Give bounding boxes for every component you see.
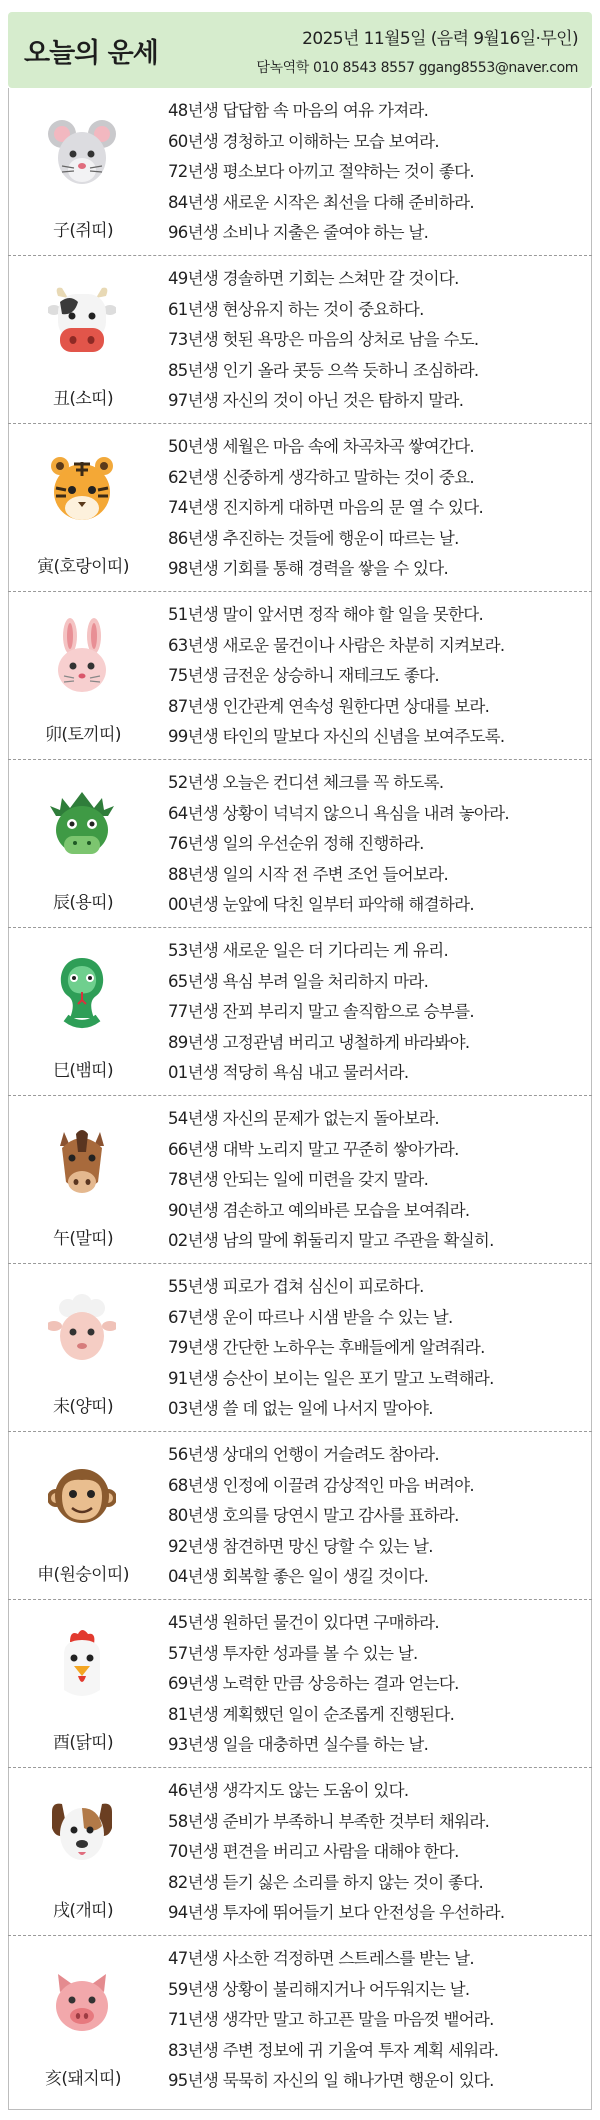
pig-icon (48, 1962, 116, 2042)
fortune-line: 62년생 신중하게 생각하고 말하는 것이 중요. (168, 467, 474, 487)
fortune-line: 85년생 인기 올라 콧등 으쓱 듯하니 조심하라. (168, 360, 479, 380)
snake-icon (48, 954, 116, 1034)
zodiac-label: 亥(돼지띠) (45, 2069, 121, 2089)
animal-column (8, 760, 158, 928)
zodiac-label: 丑(소띠) (52, 389, 114, 409)
fortune-line: 03년생 쓸 데 없는 일에 나서지 말아야. (168, 1399, 433, 1418)
zodiac-label: 子(쥐띠) (52, 221, 114, 241)
zodiac-section-rooster (8, 1600, 592, 1768)
dragon-icon (48, 786, 116, 866)
fortune-line: 88년생 일의 시작 전 주변 조언 들어보라. (168, 864, 448, 884)
animal-column (8, 928, 158, 1096)
fortune-line: 65년생 욕심 부려 일을 처리하지 마라. (168, 971, 429, 991)
fortune-line: 98년생 기회를 통해 경력을 쌓을 수 있다. (168, 559, 448, 578)
fortune-line: 68년생 인정에 이끌려 감상적인 마음 버려야. (168, 1475, 474, 1495)
fortune-line: 56년생 상대의 언행이 거슬려도 참아라. (168, 1445, 439, 1464)
fortune-line: 96년생 소비나 지출은 줄여야 하는 날. (168, 223, 429, 242)
zodiac-section-dog (8, 1768, 592, 1936)
fortune-line: 83년생 주변 정보에 귀 기울여 투자 계획 세워라. (168, 2040, 499, 2060)
animal-column (8, 256, 158, 424)
animal-column (8, 1096, 158, 1264)
header (8, 12, 592, 88)
fortune-line: 52년생 오늘은 컨디션 체크를 꼭 하도록. (168, 773, 444, 792)
fortune-line: 94년생 투자에 뛰어들기 보다 안전성을 우선하라. (168, 1903, 505, 1922)
fortune-lines (168, 1272, 588, 1425)
fortune-line: 95년생 묵묵히 자신의 일 해나가면 행운이 있다. (168, 2071, 494, 2090)
fortune-line: 72년생 평소보다 아끼고 절약하는 것이 좋다. (168, 162, 474, 181)
fortune-lines (168, 1440, 588, 1593)
fortune-line: 04년생 회복할 좋은 일이 생길 것이다. (168, 1567, 429, 1586)
zodiac-section-rabbit (8, 592, 592, 760)
animal-column (8, 1936, 158, 2104)
fortune-line: 61년생 현상유지 하는 것이 중요하다. (168, 299, 424, 319)
zodiac-section-snake (8, 928, 592, 1096)
zodiac-section-pig (8, 1936, 592, 2108)
zodiac-section-tiger (8, 424, 592, 592)
fortune-line: 92년생 참견하면 망신 당할 수 있는 날. (168, 1536, 433, 1556)
monkey-icon (48, 1458, 116, 1538)
animal-column (8, 88, 158, 256)
zodiac-label: 戌(개띠) (52, 1901, 114, 1921)
fortune-line: 82년생 듣기 싫은 소리를 하지 않는 것이 좋다. (168, 1872, 484, 1892)
fortune-line: 84년생 새로운 시작은 최선을 다해 준비하라. (168, 192, 474, 212)
fortune-line: 81년생 계획했던 일이 순조롭게 진행된다. (168, 1704, 455, 1724)
fortune-line: 78년생 안되는 일에 미련을 갖지 말라. (168, 1170, 429, 1189)
fortune-line: 50년생 세월은 마음 속에 차곡차곡 쌓여간다. (168, 437, 474, 456)
date-line: 2025년 11월5일 (음력 9월16일·무인) (302, 28, 578, 49)
fortune-line: 00년생 눈앞에 닥친 일부터 파악해 해결하라. (168, 895, 474, 914)
fortune-line: 91년생 승산이 보이는 일은 포기 말고 노력해라. (168, 1368, 494, 1388)
zodiac-section-horse (8, 1096, 592, 1264)
fortune-line: 80년생 호의를 당연시 말고 감사를 표하라. (168, 1506, 459, 1525)
fortune-line: 75년생 금전운 상승하니 재테크도 좋다. (168, 666, 439, 685)
fortune-line: 97년생 자신의 것이 아닌 것은 탐하지 말라. (168, 391, 464, 410)
fortune-line: 86년생 추진하는 것들에 행운이 따르는 날. (168, 528, 459, 548)
fortune-lines (168, 768, 588, 921)
fortune-line: 60년생 경청하고 이해하는 모습 보여라. (168, 131, 439, 151)
fortune-line: 63년생 새로운 물건이나 사람은 차분히 지켜보라. (168, 635, 505, 655)
fortune-line: 93년생 일을 대충하면 실수를 하는 날. (168, 1735, 429, 1754)
fortune-lines (168, 1944, 588, 2097)
fortune-line: 49년생 경솔하면 기회는 스쳐만 갈 것이다. (168, 269, 459, 288)
fortune-lines (168, 432, 588, 585)
fortune-lines (168, 1776, 588, 1929)
fortune-lines (168, 96, 588, 249)
fortune-line: 89년생 고정관념 버리고 냉철하게 바라봐야. (168, 1032, 470, 1052)
fortune-line: 48년생 답답함 속 마음의 여유 가져라. (168, 101, 429, 120)
animal-column (8, 1768, 158, 1936)
zodiac-label: 辰(용띠) (52, 893, 114, 913)
fortune-line: 90년생 겸손하고 예의바른 모습을 보여줘라. (168, 1200, 470, 1220)
fortune-line: 46년생 생각지도 않는 도움이 있다. (168, 1781, 409, 1800)
zodiac-section-monkey (8, 1432, 592, 1600)
zodiac-label: 申(원숭이띠) (37, 1565, 129, 1585)
fortune-line: 99년생 타인의 말보다 자신의 신념을 보여주도록. (168, 727, 505, 746)
fortune-line: 47년생 사소한 걱정하면 스트레스를 받는 날. (168, 1949, 474, 1968)
zodiac-label: 卯(토끼띠) (45, 725, 121, 745)
fortune-line: 45년생 원하던 물건이 있다면 구매하라. (168, 1613, 439, 1632)
rabbit-icon (48, 618, 116, 698)
tiger-icon (48, 450, 116, 530)
fortune-lines (168, 264, 588, 417)
fortune-line: 66년생 대박 노리지 말고 꾸준히 쌓아가라. (168, 1139, 459, 1159)
animal-column (8, 1264, 158, 1432)
horse-icon (48, 1122, 116, 1202)
contact-line: 담녹역학 010 8543 8557 ggang8553@naver.com (256, 59, 578, 76)
fortune-line: 58년생 준비가 부족하니 부족한 것부터 채워라. (168, 1811, 490, 1831)
fortune-line: 76년생 일의 우선순위 정해 진행하라. (168, 834, 424, 853)
zodiac-label: 酉(닭띠) (52, 1733, 114, 1753)
fortune-line: 51년생 말이 앞서면 정작 해야 할 일을 못한다. (168, 605, 484, 624)
fortune-line: 70년생 편견을 버리고 사람을 대해야 한다. (168, 1842, 459, 1861)
animal-column (8, 1600, 158, 1768)
fortune-line: 69년생 노력한 만큼 상응하는 결과 얻는다. (168, 1674, 459, 1693)
fortune-line: 87년생 인간관계 연속성 원한다면 상대를 보라. (168, 696, 490, 716)
fortune-line: 79년생 간단한 노하우는 후배들에게 알려줘라. (168, 1338, 485, 1357)
animal-column (8, 1432, 158, 1600)
fortune-line: 73년생 헛된 욕망은 마음의 상처로 남을 수도. (168, 330, 479, 349)
zodiac-section-dragon (8, 760, 592, 928)
animal-column (8, 592, 158, 760)
zodiac-label: 未(양띠) (52, 1397, 114, 1417)
rooster-icon (48, 1626, 116, 1706)
fortune-line: 77년생 잔꾀 부리지 말고 솔직함으로 승부를. (168, 1002, 474, 1021)
zodiac-section-ox (8, 256, 592, 424)
fortune-line: 67년생 운이 따르나 시샘 받을 수 있는 날. (168, 1307, 453, 1327)
fortune-line: 55년생 피로가 겹쳐 심신이 피로하다. (168, 1277, 424, 1296)
fortune-line: 01년생 적당히 욕심 내고 물러서라. (168, 1063, 409, 1082)
fortune-line: 64년생 상황이 넉넉지 않으니 욕심을 내려 놓아라. (168, 803, 509, 823)
fortune-lines (168, 936, 588, 1089)
zodiac-label: 午(말띠) (52, 1229, 114, 1249)
fortune-lines (168, 1104, 588, 1257)
header-meta (240, 24, 592, 77)
fortune-line: 02년생 남의 말에 휘둘리지 말고 주관을 확실히. (168, 1231, 494, 1250)
zodiac-label: 巳(뱀띠) (52, 1061, 114, 1081)
fortune-line: 59년생 상황이 불리해지거나 어두워지는 날. (168, 1979, 470, 1999)
ox-icon (48, 282, 116, 362)
zodiac-label: 寅(호랑이띠) (37, 557, 129, 577)
dog-icon (48, 1794, 116, 1874)
zodiac-section-rat (8, 88, 592, 256)
fortune-line: 74년생 진지하게 대하면 마음의 문 열 수 있다. (168, 498, 484, 517)
rat-icon (48, 114, 116, 194)
fortune-line: 54년생 자신의 문제가 없는지 돌아보라. (168, 1109, 439, 1128)
fortune-lines (168, 1608, 588, 1761)
sheep-icon (48, 1290, 116, 1370)
zodiac-section-sheep (8, 1264, 592, 1432)
fortune-line: 53년생 새로운 일은 더 기다리는 게 유리. (168, 941, 448, 960)
animal-column (8, 424, 158, 592)
fortune-lines (168, 600, 588, 753)
fortune-line: 57년생 투자한 성과를 볼 수 있는 날. (168, 1643, 418, 1663)
fortune-line: 71년생 생각만 말고 하고픈 말을 마음껏 뱉어라. (168, 2010, 494, 2029)
page-title: 오늘의 운세 (24, 37, 158, 69)
